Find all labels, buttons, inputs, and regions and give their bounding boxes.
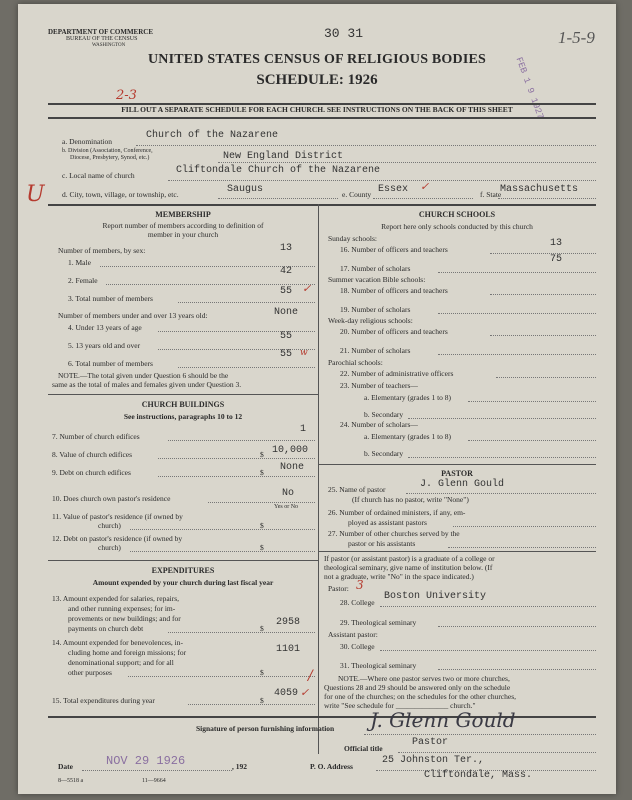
q22-label: 22. Number of administrative officers (340, 369, 454, 378)
q13-label-d: payments on church debt (68, 624, 144, 633)
q11-label-b: church) (98, 521, 121, 530)
parochial-label: Parochial schools: (328, 358, 383, 367)
graduate-note-2: theological seminary, give name of institution below. (If (324, 563, 493, 572)
q12-label-a: 12. Debt on pastor's residence (if owned by (52, 534, 183, 543)
q27-label-a: 27. Number of other churches served by the (328, 529, 460, 538)
q1-value[interactable]: 13 (280, 243, 293, 254)
hand-corner-note: 1-5-9 (558, 28, 595, 47)
date-stamp: NOV 29 1926 (106, 754, 186, 768)
q13-label-b: and other running expenses; for im- (68, 604, 176, 613)
q3-value[interactable]: 55 (280, 286, 293, 297)
q8-label: 8. Value of church edifices (52, 450, 133, 459)
q29-label: 29. Theological seminary (340, 618, 417, 627)
signature: J. Glenn Gould (370, 708, 516, 732)
q21-label: 21. Number of scholars (340, 346, 411, 355)
q23a-label: a. Elementary (grades 1 to 8) (364, 393, 452, 402)
q5-label: 5. 13 years old and over (68, 341, 141, 350)
form-code-2: 11—9664 (142, 778, 166, 784)
q4-label: 4. Under 13 years of age (68, 323, 142, 332)
denomination-label: a. Denomination (62, 137, 112, 146)
graduate-note-3: not a graduate, write "No" in the space indicated.) (324, 572, 474, 581)
q15-label: 15. Total expenditures during year (52, 696, 155, 705)
yes-no-hint: Yes or No (274, 504, 299, 510)
sex-label: Number of members, by sex: (58, 246, 146, 255)
q25-label: 25. Name of pastor (328, 485, 386, 494)
q8-value[interactable]: 10,000 (272, 445, 309, 456)
q2-value[interactable]: 42 (280, 266, 293, 277)
census-schedule-form: DEPARTMENT OF COMMERCE BUREAU OF THE CENSUS WASHINGTON 30 31 FEB 1 9 1927 1-5-9 UNITED STATES CENSUS OF RELIGIOUS BODIES SCHEDULE: 1926 2-3 FILL OUT A SEPARATE SCHEDULE FOR EACH CHURCH. SEE INSTRUCTIONS ON THE BACK OF THIS SHEET a. Denomination Church of the Nazarene b. Division (Association, Conference, Diocese, Presbytery, Synod, etc.) New England District c. Local name of church Cliftondale Church of the Nazarene U d. City, town, village, or township, etc. Saugus e. County Essex ✓ f. State Massachusetts MEMBERSHIP Report number of members according to definition of member in your church Number of members, by sex: 1. Male 13 2. Female 42 3. Total number of members 55 ✓ Number of members under and over 13 years old: None 4. Under 13 years of age 5. 13 years old and over 55 6. Total number of members 55 w NOTE.—The total given under Question 6 should be the same as the total of males and females given under Question 3. CHURCH BUILDINGS See instructions, paragraphs 10 to 12 7. Number of church edifices 1 8. Value of church edifices $ 10,000 9. Debt on church edifices $ None 10. Does church own pastor's residence No Yes or No 11. Value of pastor's residence (if owned by church) $ 12. Debt on pastor's residence (if owned by church) $ EXPENDITURES Amount expended by your church during last fiscal year 13. Amount expended for salaries, repairs, and other running expenses; for im- provements or new buildings; and for payments on church debt $ 2958 14. Amount expended for benevolences, in- cluding home and foreign missions; for denominational support; and for all 1101 other purposes $ / 15. Total expenditures during year $ 4059 ✓ CHURCH SCHOOLS Report here only schools conducted by this church Sunday schools: 16. Number of officers and teachers 13 17. Number of scholars 75 Summer vacation Bible schools: 18. Number of officers and teachers 19. Number of scholars Week-day religious schools: 20. Number of officers and teachers 21. Number of scholars Parochial schools: 22. Number of administrative officers 23. Number of teachers— a. Elementary (grades 1 to 8) b. Secondary 24. Number of scholars— a. Elementary (grades 1 to 8) b. Secondary PASTOR 25. Name of pastor J. Glenn Gould (If church has no pastor, write "None") 26. Number of ordained ministers, if any, em- ployed as assistant pastors 27. Number of other churches served by the pastor or his assistants If pastor (or assistant pastor) is a graduate of a college or theological seminary, give name of institution below. (If not a graduate, write "No" in the space indicated.) Pastor: 3 28. College Boston University 29. Theological seminary Assistant pastor: 30. College 31. Theological seminary NOTE.—Where one pastor serves two or more churches, Questions 28 and 29 should be answered only on the schedule for one of the churches; on the schedules for the other churches, write "See schedule for ______________ church." Signature of person furnishing information J. Glenn Gould Official title Pastor Date NOV 29 1926 , 192 P. O. Address 25 Johnston Ter., Cliftondale, Mass. 8—5518 a 11—9664 (18, 4, 616, 794)
q13-label-c: provements or new buildings; and for (68, 614, 181, 623)
q26-label-b: ployed as assistant pastors (348, 518, 427, 527)
q12-label-b: church) (98, 543, 121, 552)
q9-value[interactable]: None (280, 462, 305, 473)
hand-note-2-3: 2-3 (116, 88, 137, 103)
q7-value[interactable]: 1 (300, 424, 307, 435)
po-address-value-1[interactable]: 25 Johnston Ter., (382, 755, 485, 766)
city-value[interactable]: Saugus (227, 184, 264, 195)
q23-label: 23. Number of teachers— (340, 381, 418, 390)
received-date-stamp: FEB 1 9 1927 (513, 56, 546, 121)
dept-line2: BUREAU OF THE CENSUS (66, 36, 138, 42)
summer-label: Summer vacation Bible schools: (328, 275, 426, 284)
age-value[interactable]: None (274, 307, 299, 318)
q13-value[interactable]: 2958 (276, 617, 301, 628)
form-subtitle: SCHEDULE: 1926 (256, 72, 378, 88)
q17-label: 17. Number of scholars (340, 264, 411, 273)
pastor-subhead: Pastor: (328, 584, 349, 593)
q30-label: 30. College (340, 642, 375, 651)
signature-label: Signature of person furnishing information (196, 724, 335, 733)
local-name-value[interactable]: Cliftondale Church of the Nazarene (176, 165, 381, 176)
form-number: 30 31 (324, 26, 364, 41)
q10-label: 10. Does church own pastor's residence (52, 494, 171, 503)
dept-line1: DEPARTMENT OF COMMERCE (48, 28, 154, 36)
membership-note-1: NOTE.—The total given under Question 6 should be the (58, 371, 229, 380)
q20-label: 20. Number of officers and teachers (340, 327, 448, 336)
date-year: , 192 (232, 762, 247, 771)
q7-label: 7. Number of church edifices (52, 432, 140, 441)
pastor-heading: PASTOR (441, 469, 473, 478)
q19-label: 19. Number of scholars (340, 305, 411, 314)
q24a-label: a. Elementary (grades 1 to 8) (364, 432, 452, 441)
weekday-label: Week-day religious schools: (328, 316, 413, 325)
buildings-heading: CHURCH BUILDINGS (141, 400, 225, 409)
q16-value[interactable]: 13 (550, 238, 563, 249)
division-label-2: Diocese, Presbytery, Synod, etc.) (70, 155, 150, 161)
q23b-label: b. Secondary (364, 410, 404, 419)
schools-heading: CHURCH SCHOOLS (418, 210, 496, 219)
q18-label: 18. Number of officers and teachers (340, 286, 448, 295)
q5-value[interactable]: 55 (280, 331, 293, 342)
q13-label-a: 13. Amount expended for salaries, repairs, (52, 594, 180, 603)
po-address-label: P. O. Address (310, 762, 353, 771)
sunday-label: Sunday schools: (328, 234, 377, 243)
hand-note-3: 3 (356, 578, 364, 592)
q25-value[interactable]: J. Glenn Gould (420, 479, 505, 490)
q14-label-c: denominational support; and for all (68, 658, 174, 667)
division-label: b. Division (Association, Conference, (62, 148, 153, 154)
q28-label: 28. College (340, 598, 375, 607)
denomination-value[interactable]: Church of the Nazarene (146, 130, 279, 141)
q24b-label: b. Secondary (364, 449, 404, 458)
q24-label: 24. Number of scholars— (340, 420, 418, 429)
pastor-note-3: for one of the churches; on the schedules for the other churches, (324, 692, 517, 701)
assistant-subhead: Assistant pastor: (328, 630, 378, 639)
pastor-note-2: Questions 28 and 29 should be answered only on the schedule (324, 683, 511, 692)
date-label: Date (58, 762, 73, 771)
q27-label-b: pastor or his assistants (348, 539, 416, 548)
membership-note-2: same as the total of males and females given under Question 3. (52, 380, 242, 389)
q14-value[interactable]: 1101 (276, 644, 301, 655)
age-label: Number of members under and over 13 years old: (58, 311, 208, 320)
expenditures-heading: EXPENDITURES (151, 566, 215, 575)
po-address-value-2[interactable]: Cliftondale, Mass. (424, 770, 533, 781)
q25-note: (If church has no pastor, write "None") (352, 495, 469, 504)
q9-label: 9. Debt on church edifices (52, 468, 131, 477)
q28-value[interactable]: Boston University (384, 591, 487, 602)
q1-label: 1. Male (68, 258, 91, 267)
graduate-note-1: If pastor (or assistant pastor) is a graduate of a college or (324, 554, 495, 563)
official-title-value[interactable]: Pastor (412, 737, 449, 748)
q14-label-d: other purposes (68, 668, 112, 677)
q2-label: 2. Female (68, 276, 98, 285)
buildings-intro: See instructions, paragraphs 10 to 12 (123, 412, 243, 421)
q15-value[interactable]: 4059 (274, 688, 299, 699)
hand-note-u: U (26, 182, 45, 207)
q14-label-a: 14. Amount expended for benevolences, in- (52, 638, 184, 647)
state-value[interactable]: Massachusetts (500, 184, 579, 195)
q6-label: 6. Total number of members (68, 359, 153, 368)
expenditures-intro: Amount expended by your church during last fiscal year (92, 578, 274, 587)
membership-heading: MEMBERSHIP (155, 210, 211, 219)
dept-line3: WASHINGTON (92, 43, 126, 48)
q14-label-b: cluding home and foreign missions; for (68, 648, 187, 657)
membership-intro-1: Report number of members according to definition of (102, 221, 264, 230)
q26-label-a: 26. Number of ordained ministers, if any, em- (328, 508, 466, 517)
membership-intro-2: member in your church (147, 230, 219, 239)
q3-label: 3. Total number of members (68, 294, 153, 303)
q17-value[interactable]: 75 (550, 254, 563, 265)
local-name-label: c. Local name of church (62, 171, 135, 180)
form-title: UNITED STATES CENSUS OF RELIGIOUS BODIES (147, 52, 486, 67)
instruction-line: FILL OUT A SEPARATE SCHEDULE FOR EACH CHURCH. SEE INSTRUCTIONS ON THE BACK OF THIS SHEET (121, 105, 513, 114)
pastor-note-1: NOTE.—Where one pastor serves two or more churches, (338, 674, 510, 683)
pastor-note-4: write "See schedule for ______________ church." (324, 701, 476, 710)
schools-intro: Report here only schools conducted by this church (381, 222, 533, 231)
q10-value[interactable]: No (282, 488, 295, 499)
q6-value[interactable]: 55 (280, 349, 293, 360)
form-code-1: 8—5518 a (58, 778, 84, 784)
official-title-label: Official title (344, 744, 383, 753)
county-value[interactable]: Essex (378, 184, 409, 195)
state-label: f. State (480, 190, 502, 199)
division-value[interactable]: New England District (223, 151, 344, 162)
q16-label: 16. Number of officers and teachers (340, 245, 448, 254)
q11-label-a: 11. Value of pastor's residence (if owned by (52, 512, 183, 521)
county-label: e. County (342, 190, 372, 199)
q31-label: 31. Theological seminary (340, 661, 417, 670)
city-label: d. City, town, village, or township, etc. (62, 190, 179, 199)
